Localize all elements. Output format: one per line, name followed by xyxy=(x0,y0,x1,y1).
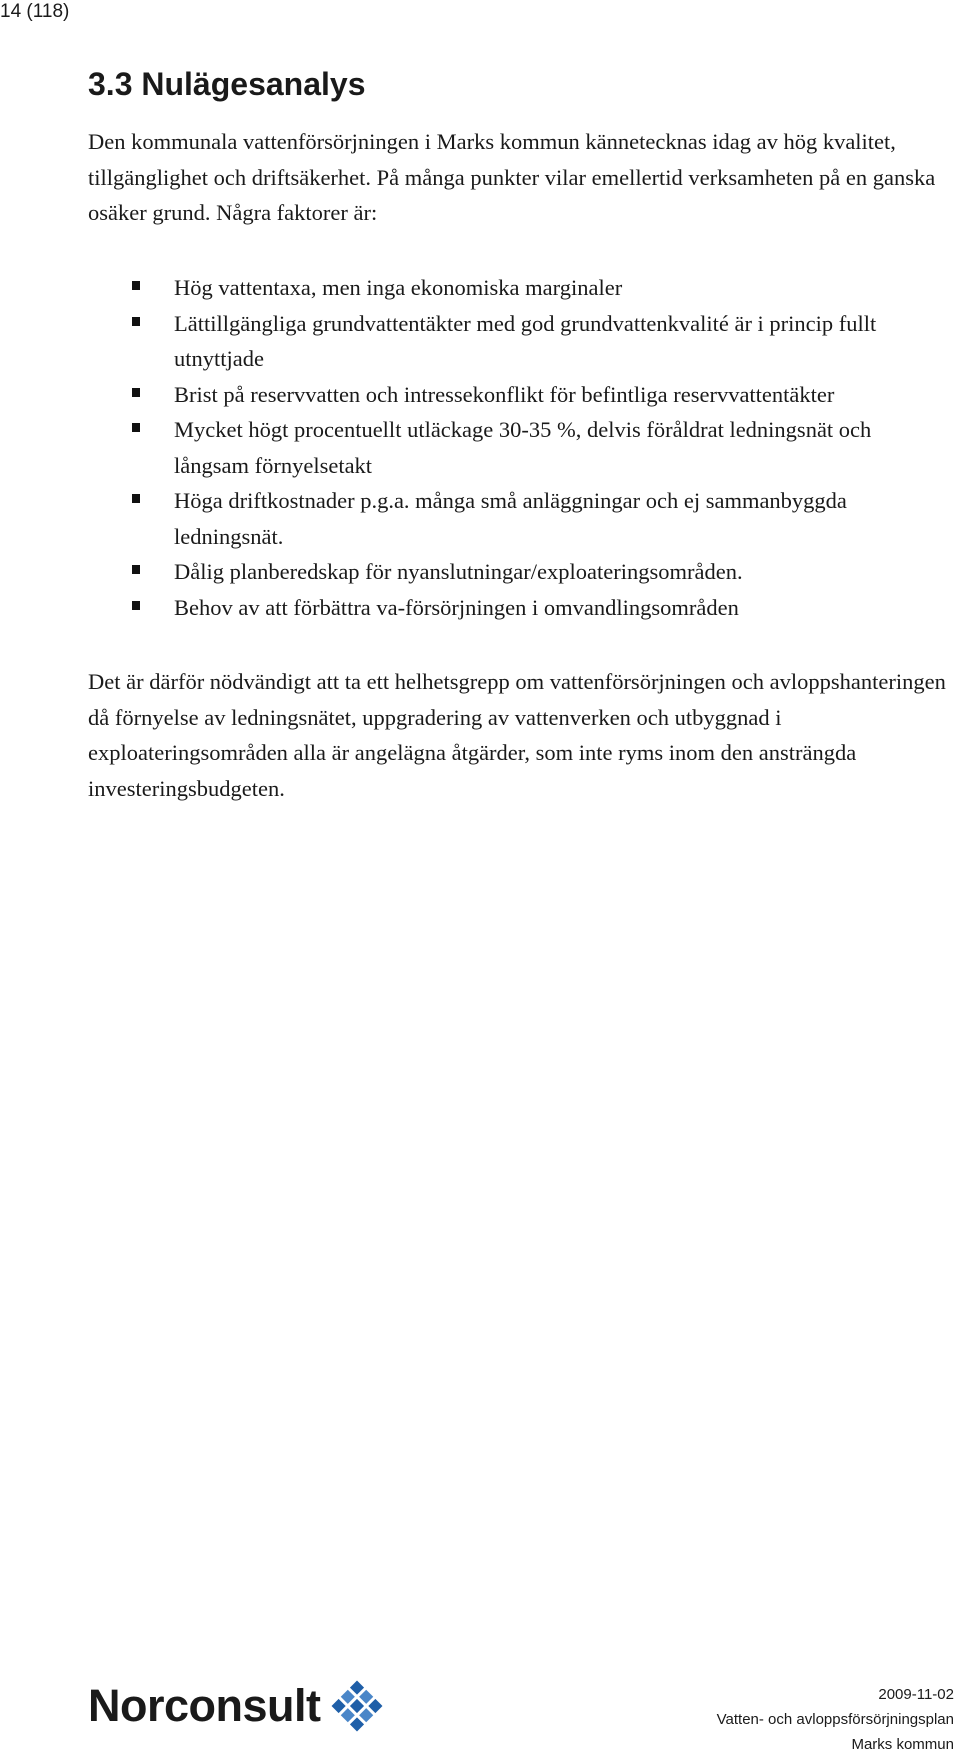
page-number: 14 (118) xyxy=(0,1,70,22)
diamond-grid-logo-icon xyxy=(331,1680,383,1732)
list-item xyxy=(88,412,948,483)
closing-paragraph: Det är därför nödvändigt att ta ett helhetsgrepp om vattenförsörjningen och avloppshanteringen då förnyelse av ledningsnätet, uppgradering av vattenverken och utbyggnad i exploateringsområden alla är angelägna åtgärder, som inte ryms inom den ansträngda investeringsbudgeten. xyxy=(88,669,946,801)
list-item xyxy=(88,483,948,554)
footer-document-title: Vatten- och avloppsförsörjningsplan xyxy=(716,1711,954,1728)
list-item xyxy=(88,377,948,413)
list-item xyxy=(88,590,948,626)
intro-paragraph: Den kommunala vattenförsörjningen i Marks kommun kännetecknas idag av hög kvalitet, tillgänglighet och driftsäkerhet. På många punkter vilar emellertid verksamheten på en ganska osäker grund. Några faktorer är: xyxy=(88,129,936,225)
list-item xyxy=(88,270,948,306)
list-item-text: Dålig planberedskap för nyanslutningar/exploateringsområden. xyxy=(174,559,743,584)
list-item-text: Behov av att förbättra va-försörjningen i omvandlingsområden xyxy=(174,594,739,620)
square-bullet-icon xyxy=(132,281,140,290)
footer-meta xyxy=(717,1682,954,1757)
square-bullet-icon xyxy=(132,423,140,432)
list-item-text: Lättillgängliga grundvattentäkter med god grundvattenkvalité är i princip fullt utnyttjade xyxy=(174,310,877,371)
square-bullet-icon xyxy=(132,317,140,326)
section-heading: 3.3 Nulägesanalys xyxy=(88,66,366,102)
square-bullet-icon xyxy=(132,388,140,397)
list-item-text: Mycket högt procentuellt utläckage 30-35 %, delvis föråldrat ledningsnät och långsam förnyelsetakt xyxy=(174,417,872,478)
footer-date: 2009-11-02 xyxy=(878,1686,954,1703)
list-item xyxy=(88,306,948,377)
square-bullet-icon xyxy=(132,494,140,503)
list-item-text: Höga driftkostnader p.g.a. många små anläggningar och ej sammanbyggda ledningsnät. xyxy=(174,488,847,549)
list-item-text: Hög vattentaxa, men inga ekonomiska marginaler xyxy=(174,275,623,300)
logo-wordmark: Norconsult xyxy=(88,1680,321,1731)
list-item-text: Brist på reservvatten och intressekonflikt för befintliga reservvattentäkter xyxy=(174,381,835,407)
norconsult-logo xyxy=(88,1678,383,1734)
factor-list xyxy=(88,270,948,625)
square-bullet-icon xyxy=(132,565,140,574)
footer-organization: Marks kommun xyxy=(851,1736,954,1753)
square-bullet-icon xyxy=(132,601,140,610)
list-item xyxy=(88,554,948,590)
